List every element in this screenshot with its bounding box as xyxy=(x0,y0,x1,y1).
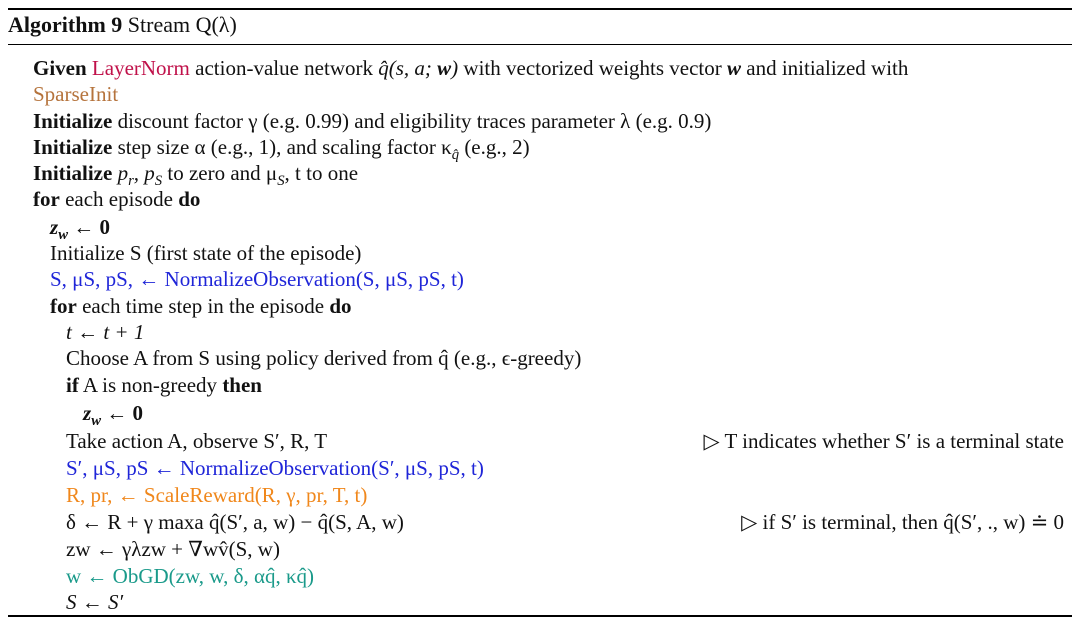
init1-text: discount factor γ (e.g. 0.99) and eligibility traces parameter λ (e.g. 0.9) xyxy=(112,109,712,133)
init-state-line: Initialize S (first state of the episode) xyxy=(50,241,362,265)
if-nongreedy-line xyxy=(66,373,262,397)
state-update-line: S ← S′ xyxy=(66,590,124,614)
given-w2: w xyxy=(727,56,742,80)
init2-text-a: step size α (e.g., 1), and scaling factor κ xyxy=(112,135,452,159)
td-error-line: δ ← R + γ maxa q̂(S′, a, w) − q̂(S, A, w) xyxy=(66,510,404,534)
init3-sub-s2: S xyxy=(277,173,285,190)
init3-sub-r: r xyxy=(128,173,134,190)
for-episode-line xyxy=(33,187,200,211)
top-rule xyxy=(8,8,1072,10)
for2-do: do xyxy=(329,294,352,318)
given-q-expr: q̂(s, a; xyxy=(378,56,438,80)
for1-keyword: for xyxy=(33,187,60,211)
init3-text-b: , p xyxy=(133,161,155,185)
init3-keyword: Initialize xyxy=(33,161,113,185)
normalize-obs-1: S, μS, pS, ← NormalizeObservation(S, μS, pS, t) xyxy=(50,267,464,291)
z-reset1-arrow: ← xyxy=(67,215,100,239)
z-reset2-z: z xyxy=(83,401,92,425)
sparseinit-term: SparseInit xyxy=(33,82,119,106)
for-timestep-line xyxy=(50,294,352,318)
take-action-line: Take action A, observe S′, R, T xyxy=(66,429,328,453)
given-close: ) xyxy=(451,56,459,80)
bottom-rule xyxy=(8,615,1072,617)
for2-text: each time step in the episode xyxy=(76,294,330,318)
given-text-3: and initialized with xyxy=(741,56,909,80)
z-reset1-zero: 0 xyxy=(99,215,110,239)
if-keyword: if xyxy=(66,373,79,397)
scale-reward-line: R, pr, ← ScaleReward(R, γ, pr, T, t) xyxy=(66,483,368,507)
init2-keyword: Initialize xyxy=(33,135,113,159)
title-rule xyxy=(8,44,1072,45)
init1-keyword: Initialize xyxy=(33,109,113,133)
z-reset2-zero: 0 xyxy=(132,401,143,425)
given-w: w xyxy=(437,56,452,80)
z-reset1-sub: w xyxy=(58,227,68,244)
algorithm-name: Stream Q(λ) xyxy=(127,12,237,37)
z-reset2-arrow: ← xyxy=(100,401,133,425)
given-line xyxy=(33,56,908,80)
init2-text-b: (e.g., 2) xyxy=(459,135,530,159)
if-text: A is non-greedy xyxy=(78,373,223,397)
init3-text-c: to zero and μ xyxy=(162,161,278,185)
z-reset1-z: z xyxy=(50,215,59,239)
choose-action-line: Choose A from S using policy derived from q̂ (e.g., ϵ-greedy) xyxy=(66,346,582,370)
t-update-line: t ← t + 1 xyxy=(66,320,145,344)
given-keyword: Given xyxy=(33,56,87,80)
algorithm-title xyxy=(8,13,237,37)
init2-sub: q̂ xyxy=(451,147,460,164)
z-reset2-sub: w xyxy=(91,413,101,430)
given-text-1: action-value network xyxy=(189,56,379,80)
init3-text-d: , t to one xyxy=(284,161,359,185)
init3-sub-s: S xyxy=(154,173,163,190)
for1-text: each episode xyxy=(59,187,179,211)
algorithm-label: Algorithm 9 xyxy=(8,12,123,37)
init3-text-a: p xyxy=(112,161,129,185)
normalize-obs-2: S′, μS, pS ← NormalizeObservation(S′, μS, pS, t) xyxy=(66,456,484,480)
for1-do: do xyxy=(178,187,201,211)
for2-keyword: for xyxy=(50,294,77,318)
given-text-2: with vectorized weights vector xyxy=(458,56,727,80)
layernorm-term: LayerNorm xyxy=(91,56,190,80)
obgd-update-line: w ← ObGD(zw, w, δ, αq̂, κq̂) xyxy=(66,564,315,588)
terminal-comment: ▷ T indicates whether S′ is a terminal state xyxy=(703,429,1064,453)
trace-update-line: zw ← γλzw + ∇wv̂(S, w) xyxy=(66,537,280,561)
terminal-value-comment: ▷ if S′ is terminal, then q̂(S′, ., w) ≐ 0 xyxy=(741,510,1064,534)
init-discount-line xyxy=(33,109,711,133)
then-keyword: then xyxy=(222,373,262,397)
